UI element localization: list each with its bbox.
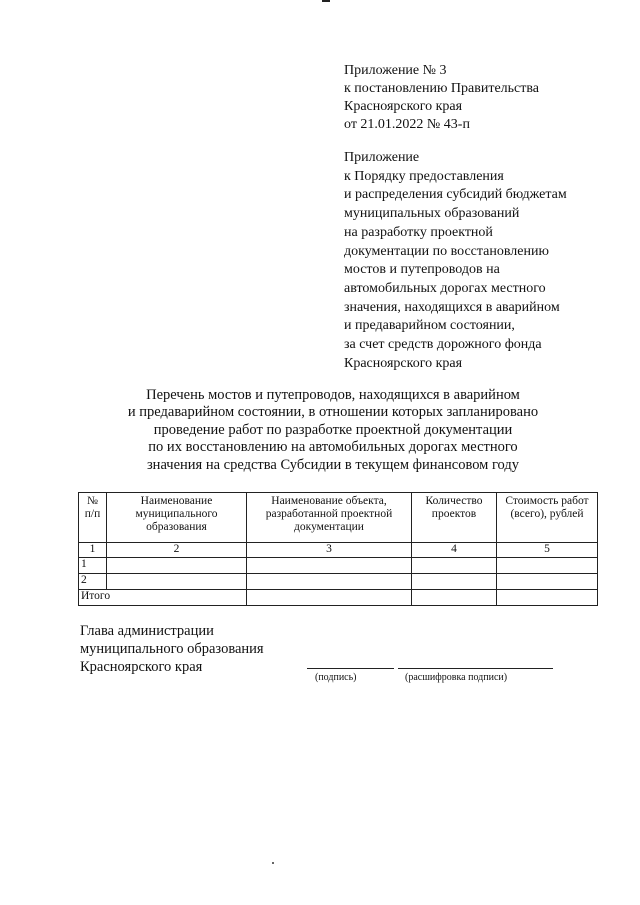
title-line: и предаварийном состоянии, в отношении которых запланировано (127, 404, 539, 421)
appendix-header-line: от 21.01.2022 № 43-п (344, 117, 470, 132)
document-title (88, 387, 578, 474)
appendix-sub-line: на разработку проектной (344, 224, 493, 240)
header-project-count: Количество проектов (412, 493, 497, 543)
signer-line: муниципального образования (80, 641, 264, 657)
appendix-sub-line: мостов и путепроводов на (344, 262, 500, 278)
table-cell (412, 574, 497, 590)
table-cell (247, 558, 412, 574)
appendix-sub-line: документации по восстановлению (344, 243, 549, 259)
column-number: 2 (107, 543, 247, 558)
appendix-sub-line: значения, находящихся в аварийном (344, 299, 560, 315)
appendix-sub-line: за счет средств дорожного фонда (344, 337, 542, 353)
table-cell (247, 590, 412, 606)
row-number: 2 (79, 574, 107, 590)
row-number: 1 (79, 558, 107, 574)
appendix-header-line: Красноярского края (344, 99, 463, 114)
appendix-subheader (344, 149, 614, 373)
header-number: № п/п (79, 493, 107, 543)
appendix-header-line: к постановлению Правительства (344, 81, 540, 96)
header-municipality: Наименование муниципального образования (107, 493, 247, 543)
column-number: 5 (497, 543, 598, 558)
appendix-sub-line: автомобильных дорогах местного (344, 280, 546, 296)
bridges-table (78, 492, 598, 606)
appendix-sub-line: и распределения субсидий бюджетам (344, 187, 567, 203)
table-header-row (79, 493, 598, 543)
appendix-sub-line: к Порядку предоставления (344, 168, 504, 184)
appendix-sub-line: и предаварийном состоянии, (344, 318, 515, 334)
table-cell (497, 590, 598, 606)
title-line: значения на средства Субсидии в текущем финансовом году (146, 456, 520, 473)
table-row (79, 574, 598, 590)
table-cell (497, 558, 598, 574)
signature-decode-caption: (расшифровка подписи) (405, 672, 508, 683)
signature-caption: (подпись) (315, 672, 357, 683)
column-number: 1 (79, 543, 107, 558)
appendix-sub-line: муниципальных образований (344, 206, 520, 222)
table-cell (412, 558, 497, 574)
title-line: по их восстановлению на автомобильных дорогах местного (148, 439, 518, 456)
scan-dot (272, 862, 274, 864)
title-line: Перечень мостов и путепроводов, находящихся в аварийном (146, 387, 520, 403)
table-cell (107, 574, 247, 590)
table-row (79, 558, 598, 574)
total-label: Итого (79, 590, 247, 606)
header-object: Наименование объекта, разработанной проектной документации (247, 493, 412, 543)
appendix-header-line: Приложение № 3 (344, 63, 447, 78)
table-cell (247, 574, 412, 590)
column-number-row (79, 543, 598, 558)
signature-decode-line (398, 668, 553, 669)
appendix-sub-line: Красноярского края (344, 355, 463, 371)
signer-line: Глава администрации (80, 623, 214, 639)
total-row (79, 590, 598, 606)
header-cost: Стоимость работ (всего), рублей (497, 493, 598, 543)
signature-block (80, 622, 264, 676)
table-cell (497, 574, 598, 590)
scan-mark (322, 0, 330, 2)
column-number: 4 (412, 543, 497, 558)
appendix-header (344, 62, 604, 134)
signer-line: Красноярского края (80, 659, 203, 675)
title-line: проведение работ по разработке проектной документации (153, 421, 513, 438)
table-cell (412, 590, 497, 606)
signature-line (307, 668, 394, 669)
column-number: 3 (247, 543, 412, 558)
appendix-sub-line: Приложение (344, 150, 420, 165)
table-cell (107, 558, 247, 574)
